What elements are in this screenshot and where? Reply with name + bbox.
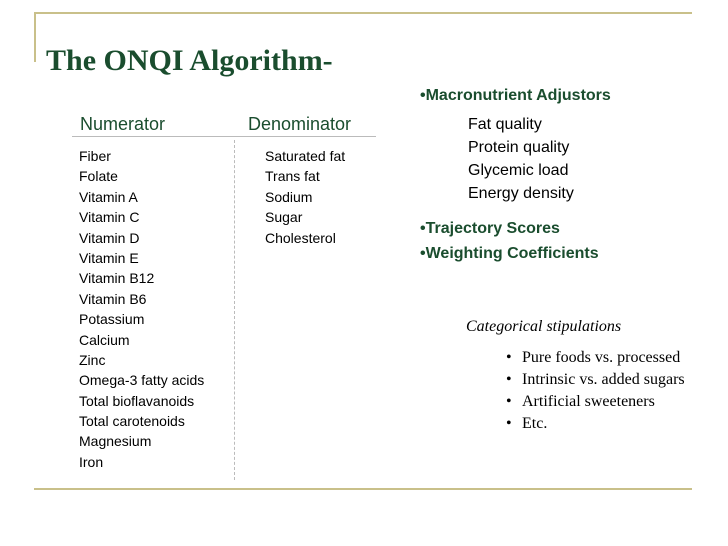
column-separator bbox=[234, 140, 235, 480]
list-item: Protein quality bbox=[468, 139, 570, 156]
macronutrient-adjustors-heading: •Macronutrient Adjustors bbox=[420, 87, 611, 104]
top-horizontal-rule bbox=[34, 12, 692, 14]
list-item: • Etc. bbox=[504, 414, 694, 434]
list-item: Glycemic load bbox=[468, 162, 569, 179]
top-left-vertical-rule bbox=[34, 12, 36, 62]
list-item: Total carotenoids bbox=[79, 413, 185, 430]
list-item: Zinc bbox=[79, 351, 106, 368]
categorical-stipulations-title: Categorical stipulations bbox=[466, 318, 622, 335]
list-item: Magnesium bbox=[79, 433, 152, 450]
header-divider bbox=[72, 136, 376, 137]
list-item: Total bioflavanoids bbox=[79, 392, 195, 409]
list-item: Vitamin D bbox=[79, 229, 140, 246]
list-item: Trans fat bbox=[265, 168, 320, 185]
denominator-list bbox=[265, 146, 345, 248]
list-item: Vitamin C bbox=[79, 209, 140, 226]
list-item: Saturated fat bbox=[265, 148, 346, 164]
bottom-horizontal-rule bbox=[34, 488, 692, 490]
list-item: • Intrinsic vs. added sugars bbox=[504, 370, 694, 390]
trajectory-scores-heading: •Trajectory Scores bbox=[420, 220, 560, 237]
list-item: Fiber bbox=[79, 148, 111, 164]
list-item: Cholesterol bbox=[265, 229, 336, 246]
macronutrient-adjustors-list bbox=[468, 113, 574, 205]
slide-title: The ONQI Algorithm- bbox=[46, 44, 333, 77]
list-item: Fat quality bbox=[468, 116, 542, 133]
list-item: Vitamin A bbox=[79, 188, 138, 205]
numerator-header: Numerator bbox=[80, 114, 166, 134]
list-item: Sodium bbox=[265, 188, 313, 205]
weighting-coefficients-heading: •Weighting Coefficients bbox=[420, 245, 599, 262]
list-item: Omega-3 fatty acids bbox=[79, 372, 205, 389]
numerator-list bbox=[79, 146, 204, 472]
list-item: • Pure foods vs. processed bbox=[504, 348, 694, 368]
list-item: Potassium bbox=[79, 311, 145, 328]
list-item: Vitamin E bbox=[79, 249, 139, 266]
list-item: Vitamin B12 bbox=[79, 270, 155, 287]
list-item: Calcium bbox=[79, 331, 130, 348]
list-item: Vitamin B6 bbox=[79, 290, 147, 307]
list-item: • Artificial sweeteners bbox=[504, 392, 694, 412]
list-item: Folate bbox=[79, 168, 118, 185]
denominator-header: Denominator bbox=[248, 114, 352, 134]
list-item: Energy density bbox=[468, 185, 574, 202]
categorical-stipulations-list bbox=[504, 348, 694, 436]
list-item: Sugar bbox=[265, 209, 303, 226]
list-item: Iron bbox=[79, 453, 104, 470]
